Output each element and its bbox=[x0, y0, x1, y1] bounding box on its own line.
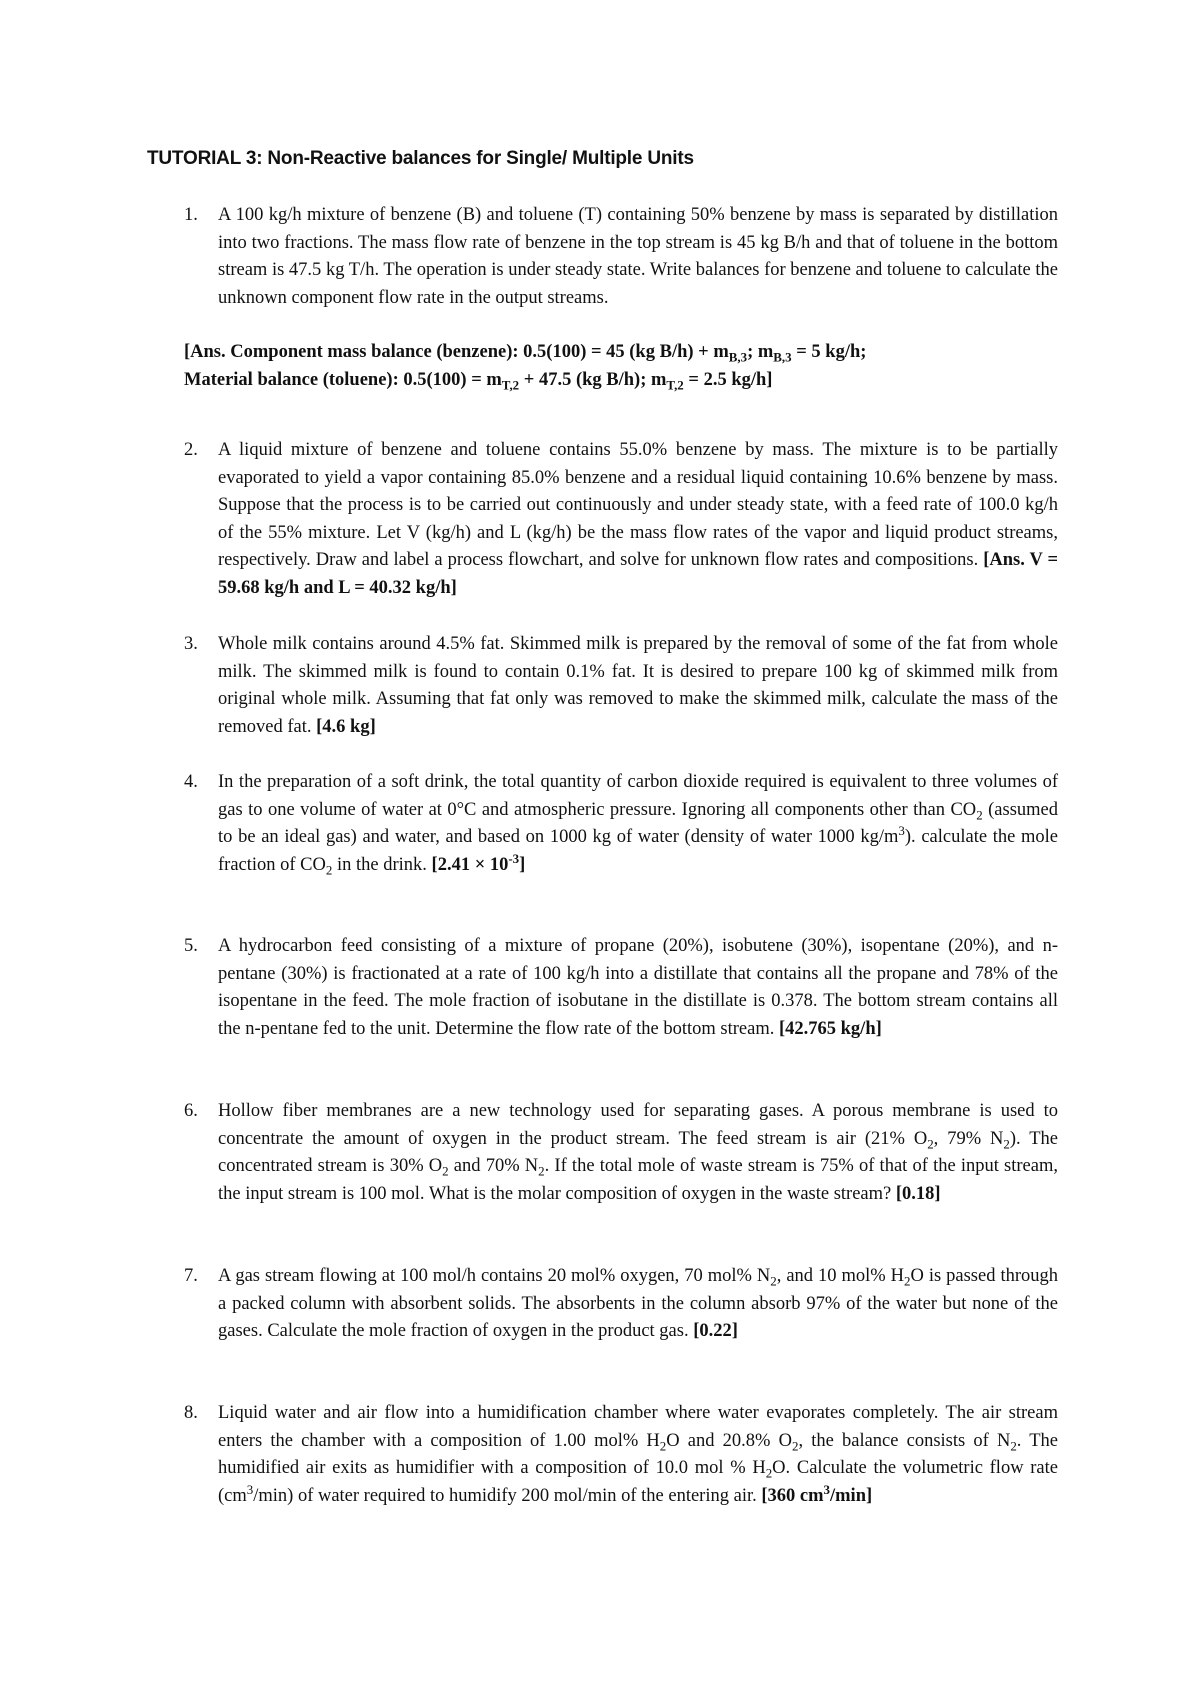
question-text: A 100 kg/h mixture of benzene (B) and toluene (T) containing 50% benzene by mass is separated by distillation into two fractions. The mass flow rate of benzene in the top stream is 45 kg B/h and that of toluene in the bottom stream is 47.5 kg T/h. The operation is under steady state. Write balances for benzene and toluene to calculate the unknown component flow rate in the output streams. bbox=[218, 205, 1058, 308]
question-7 bbox=[184, 1263, 1058, 1346]
question-8 bbox=[184, 1400, 1058, 1510]
answer: [360 $cm^3/\min$] bbox=[761, 1481, 873, 1506]
answer: [42.765 kg/h] bbox=[778, 1018, 882, 1039]
answer-line-2: Material balance (toluene): $0.5(100) = m_{T,2} + 47.5$ (kg B/h); $m_{T,2} = 2.5$ kg/h] bbox=[184, 369, 773, 393]
question-number: 2. bbox=[184, 440, 198, 460]
question-1 bbox=[184, 202, 1058, 312]
question-3 bbox=[184, 631, 1058, 741]
tutorial-title: TUTORIAL 3: Non-Reactive balances for Single/ Multiple Units bbox=[147, 148, 694, 169]
question-6 bbox=[184, 1098, 1058, 1208]
question-text: Liquid water and air flow into a humidification chamber where water evaporates completely. The air stream enters the chamber with a composition of 1.00 mol% $H_2O$ and 20.8% $O_2$, the balance consists of $N_2$. The humidified air exits as humidifier with a composition of 10.0 mol % $H_2O$. Calculate the volumetric flow rate $(cm^3/\min)$ of water required to humidify 200 mol/min of the entering air. [360 $cm^3/\min$] bbox=[218, 1403, 1058, 1506]
answer: [4.6 kg] bbox=[316, 716, 376, 737]
question-text: Hollow fiber membranes are a new technology used for separating gases. A porous membrane is used to concentrate the amount of oxygen in the product stream. The feed stream is air (21% $O_2$, 79% $N_2$). The concentrated stream is 30% $O_2$ and 70% $N_2$. If the total mole of waste stream is 75% of that of the input stream, the input stream is 100 mol. What is the molar composition of oxygen in the waste stream? [0.18] bbox=[218, 1101, 1059, 1204]
question-number: 4. bbox=[184, 772, 198, 792]
answer: [0.18] bbox=[895, 1183, 941, 1204]
question-text: A gas stream flowing at 100 mol/h contains 20 mol% oxygen, 70 mol% $N_2$, and 10 mol% $H_2O$ is passed through a packed column with absorbent solids. The absorbents in the column absorb 97% of the water but none of the gases. Calculate the mole fraction of oxygen in the product gas. [0.22] bbox=[218, 1266, 1058, 1342]
question-number: 6. bbox=[184, 1101, 198, 1121]
question-1-answer bbox=[184, 339, 1084, 394]
question-5 bbox=[184, 933, 1058, 1043]
question-text: In the preparation of a soft drink, the total quantity of carbon dioxide required is equivalent to three volumes of gas to one volume of water at 0°C and atmospheric pressure. Ignoring all components other than $CO_2$ (assumed to be an ideal gas) and water, and based on 1000 kg of water (density of water 1000 $kg/m^3$). calculate the mole fraction of $CO_2$ in the drink. $[2.41 \times 10^{-3}]$ bbox=[218, 772, 1058, 878]
answer-line-1: [Ans. Component mass balance (benzene): 0.5(100) = 45 (kg $B/h) + m_{B,3}$; $m_{B,3} = 5$ kg/h; bbox=[184, 342, 867, 365]
answer: $[2.41 \times 10^{-3}]$ bbox=[431, 850, 526, 875]
question-number: 8. bbox=[184, 1403, 198, 1423]
question-2 bbox=[184, 437, 1058, 603]
question-text: Whole milk contains around 4.5% fat. Skimmed milk is prepared by the removal of some of the fat from whole milk. The skimmed milk is found to contain 0.1% fat. It is desired to prepare 100 kg of skimmed milk from original whole milk. Assuming that fat only was removed to make the skimmed milk, calculate the mass of the removed fat. [4.6 kg] bbox=[218, 634, 1058, 737]
answer: [Ans. V = 59.68 kg/h and L = 40.32 kg/h] bbox=[218, 550, 1058, 598]
question-number: 3. bbox=[184, 634, 198, 654]
question-text: A hydrocarbon feed consisting of a mixture of propane (20%), isobutene (30%), isopentane (20%), and n-pentane (30%) is fractionated at a rate of 100 kg/h into a distillate that contains all the propane and 78% of the isopentane in the feed. The mole fraction of isobutane in the distillate is 0.378. The bottom stream contains all the n-pentane fed to the unit. Determine the flow rate of the bottom stream. [42.765 kg/h] bbox=[218, 936, 1058, 1039]
question-number: 1. bbox=[184, 205, 198, 225]
question-number: 7. bbox=[184, 1266, 198, 1286]
question-number: 5. bbox=[184, 936, 198, 956]
question-text: A liquid mixture of benzene and toluene contains 55.0% benzene by mass. The mixture is to be partially evaporated to yield a vapor containing 85.0% benzene and a residual liquid containing 10.6% benzene by mass. Suppose that the process is to be carried out continuously and under steady state, with a feed rate of 100.0 kg/h of the 55% mixture. Let V (kg/h) and L (kg/h) be the mass flow rates of the vapor and liquid product streams, respectively. Draw and label a process flowchart, and solve for unknown flow rates and compositions. [Ans. V = 59.68 kg/h and L = 40.32 kg/h] bbox=[218, 440, 1058, 598]
answer: [0.22] bbox=[693, 1321, 738, 1342]
question-4 bbox=[184, 769, 1058, 879]
